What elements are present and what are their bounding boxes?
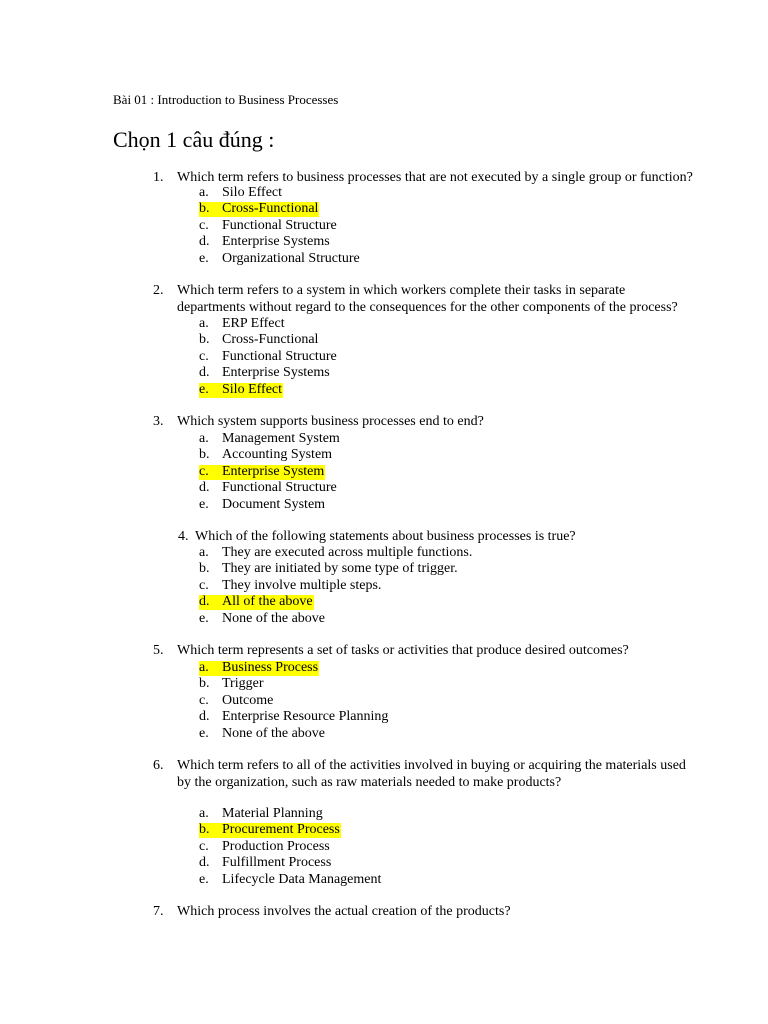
answer-option <box>0 709 768 726</box>
option-letter: e. <box>199 250 209 266</box>
option-letter: e. <box>199 871 209 887</box>
option-letter: a. <box>199 660 209 675</box>
option-letter: c. <box>199 348 209 364</box>
question-text: Which process involves the actual creation of the products? <box>177 904 511 919</box>
option-letter: e. <box>199 610 209 626</box>
question-text: Which term represents a set of tasks or activities that produce desired outcomes? <box>177 643 629 658</box>
question-number: 7. <box>153 904 164 919</box>
option-letter: a. <box>199 185 209 200</box>
option-text: Enterprise System <box>222 463 325 479</box>
answer-option-correct <box>0 382 768 399</box>
option-text: Enterprise Systems <box>222 365 330 381</box>
option-text: None of the above <box>222 610 326 626</box>
option-text: Production Process <box>222 838 330 854</box>
answer-option <box>0 480 768 497</box>
option-letter: b. <box>199 201 210 217</box>
question-text: Which system supports business processes end to end? <box>177 414 484 429</box>
option-letter: c. <box>199 838 209 854</box>
document-header: Bài 01 : Introduction to Business Processes <box>113 92 339 107</box>
answer-option-correct <box>0 594 768 611</box>
option-letter: b. <box>199 561 210 577</box>
page-title: Chọn 1 câu đúng : <box>113 127 275 152</box>
option-letter: a. <box>199 431 209 446</box>
option-text: Procurement Process <box>222 822 340 838</box>
answer-option <box>0 447 768 464</box>
answer-option-correct <box>0 822 768 839</box>
option-text: Trigger <box>222 676 264 692</box>
option-text: Accounting System <box>222 447 333 463</box>
option-letter: d. <box>199 709 210 725</box>
question-number: 4. <box>178 529 189 544</box>
question-number: 2. <box>153 283 164 298</box>
answer-option <box>0 855 768 872</box>
option-text: Enterprise Systems <box>222 234 330 250</box>
option-text: Management System <box>222 431 340 446</box>
option-letter: d. <box>199 855 210 871</box>
question-number: 5. <box>153 643 164 658</box>
question-number: 3. <box>153 414 164 429</box>
option-text: They are executed across multiple functions. <box>222 545 473 560</box>
question-number: 6. <box>153 758 164 773</box>
option-text: Lifecycle Data Management <box>222 871 382 887</box>
option-text: Functional Structure <box>222 348 337 364</box>
option-letter: a. <box>199 316 209 331</box>
option-text: They involve multiple steps. <box>222 577 382 593</box>
answer-option-correct <box>0 464 768 481</box>
answer-option <box>0 578 768 595</box>
option-letter: a. <box>199 806 209 821</box>
answer-option <box>0 218 768 235</box>
answer-option <box>0 693 768 710</box>
option-text: Fulfillment Process <box>222 855 332 871</box>
option-letter: d. <box>199 365 210 381</box>
option-text: Silo Effect <box>222 185 283 200</box>
option-text: Functional Structure <box>222 217 337 233</box>
answer-option <box>0 839 768 856</box>
option-text: All of the above <box>222 594 313 610</box>
question-text: Which term refers to all of the activities involved in buying or acquiring the materials used by the organization, such as raw materials needed to make products? <box>177 758 686 790</box>
answer-option-correct <box>0 201 768 218</box>
option-letter: b. <box>199 676 210 692</box>
option-letter: e. <box>199 496 209 512</box>
option-text: Enterprise Resource Planning <box>222 709 389 725</box>
option-letter: d. <box>199 234 210 250</box>
option-text: Outcome <box>222 692 274 708</box>
answer-option <box>0 561 768 578</box>
option-text: Material Planning <box>222 806 323 821</box>
question-text: Which term refers to business processes that are not executed by a single group or function? <box>177 170 693 185</box>
answer-option <box>0 349 768 366</box>
option-letter: e. <box>199 381 209 397</box>
option-text: Silo Effect <box>222 381 283 397</box>
option-letter: c. <box>199 577 209 593</box>
option-text: Organizational Structure <box>222 250 360 266</box>
option-letter: e. <box>199 725 209 741</box>
option-text: Document System <box>222 496 326 512</box>
answer-option <box>0 806 768 823</box>
question-text: Which of the following statements about business processes is true? <box>195 529 576 544</box>
option-letter: b. <box>199 822 210 838</box>
answer-option <box>0 251 768 268</box>
answer-option <box>0 185 768 202</box>
option-letter: a. <box>199 545 209 560</box>
option-letter: d. <box>199 480 210 496</box>
answer-option <box>0 611 768 628</box>
option-text: ERP Effect <box>222 316 285 331</box>
answer-option <box>0 726 768 743</box>
option-text: They are initiated by some type of trigger. <box>222 561 458 577</box>
question-number: 1. <box>153 170 164 185</box>
option-text: Cross-Functional <box>222 332 319 348</box>
answer-option <box>0 497 768 514</box>
answer-option <box>0 872 768 889</box>
option-letter: c. <box>199 692 209 708</box>
option-letter: b. <box>199 447 210 463</box>
option-letter: d. <box>199 594 210 610</box>
option-letter: b. <box>199 332 210 348</box>
option-text: None of the above <box>222 725 326 741</box>
answer-option <box>0 332 768 349</box>
option-text: Cross-Functional <box>222 201 319 217</box>
answer-option <box>0 676 768 693</box>
option-letter: c. <box>199 463 209 479</box>
answer-option-correct <box>0 660 768 677</box>
answer-option <box>0 234 768 251</box>
option-letter: c. <box>199 217 209 233</box>
answer-option <box>0 316 768 333</box>
answer-option <box>0 365 768 382</box>
answer-option <box>0 431 768 448</box>
option-text: Functional Structure <box>222 480 337 496</box>
answer-option <box>0 545 768 562</box>
option-text: Business Process <box>222 660 319 675</box>
question-text: Which term refers to a system in which workers complete their tasks in separate departments without regard to the consequences for the other components of the process? <box>177 283 678 315</box>
